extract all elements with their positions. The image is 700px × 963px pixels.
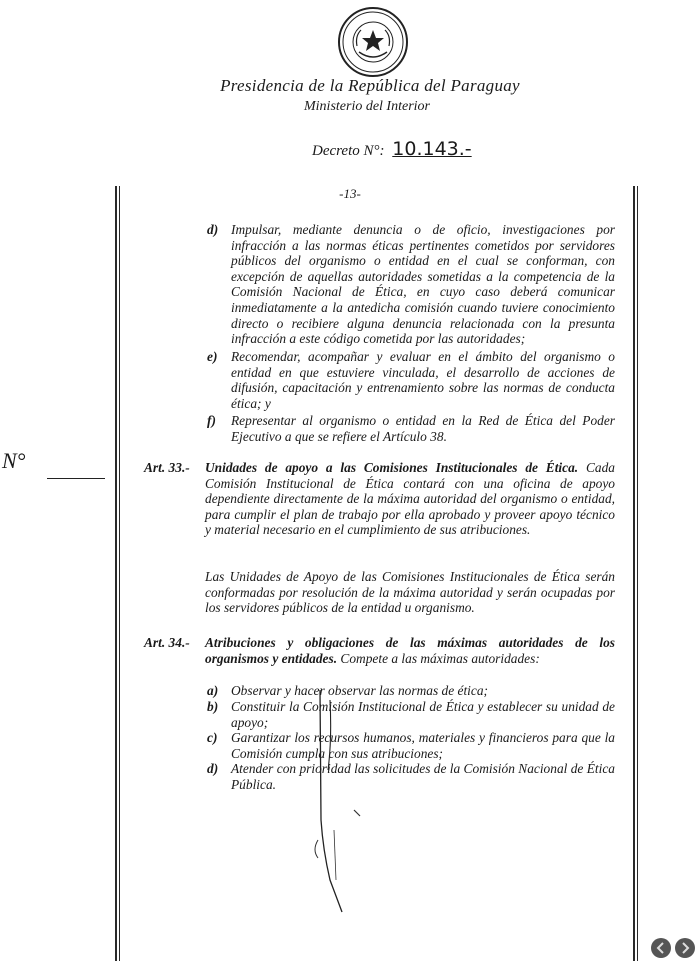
list-item [207,683,615,699]
nav-forward-icon[interactable] [675,938,695,958]
article-33-label: Art. 33.- [144,460,190,475]
margin-number-line [47,478,105,479]
decree-number: 10.143.- [392,138,472,160]
handwritten-signature [290,680,380,920]
national-seal [337,6,409,78]
article-33-body [205,460,615,538]
left-margin-line [115,186,117,961]
list-item-text: Impulsar, mediante denuncia o de oficio, investigaciones por infracción a las normas éticas pertinentes cometidos por servidores públicos del organismo o entidad en el cual se conforman, con excepción de aquellas autoridades sometidas a la competencia de la Comisión Nacional de Ética, en cuyo caso deberá comunicar inmediatamente a la antedicha comisión cuando tuviere conocimiento directo o recibiere alguna denuncia relacionada con la presunta infracción a este código cometida por las autoridades; [231,222,615,347]
page-number: -13- [339,186,361,201]
right-margin-line [633,186,635,961]
list-item-label: d) [207,761,219,776]
list-item-text: Recomendar, acompañar y evaluar en el ámbito del organismo o entidad en que estuviere vinculada, el desarrollo de acciones de difusión, capacitación y entrenamiento sobre las normas de conducta ética; y [231,349,615,411]
article-33-heading: Unidades de apoyo a las Comisiones Institucionales de Ética. [205,460,579,475]
ministry-title: Ministerio del Interior [304,99,430,114]
list-item-label: f) [207,413,216,428]
nav-back-icon[interactable] [651,938,671,958]
article-34-label: Art. 34.- [144,635,190,650]
list-item-text: Garantizar los recursos humanos, materiales y financieros para que la Comisión cumpla con sus atribuciones; [231,730,615,761]
list-item [207,730,615,761]
margin-number-mark: N° [2,448,26,473]
decree-line [312,138,472,160]
article-33-paragraph-2: Las Unidades de Apoyo de las Comisiones Institucionales de Ética serán conformadas por resolución de la máxima autoridad y serán ocupadas por los servidores públicos de la entidad u organismo. [205,569,615,616]
list-item [207,413,615,444]
decree-label: Decreto N°: [312,143,385,159]
list-item-text: Constituir la Comisión Institucional de Ética y establecer su unidad de apoyo; [231,699,615,730]
list-item-label: c) [207,730,218,745]
article-34-heading: Atribuciones y obligaciones de las máximas autoridades de los organismos y entidades. [205,635,615,666]
article-34-body [205,635,615,666]
list-item-label: b) [207,699,219,714]
presidency-title: Presidencia de la República del Paraguay [220,76,520,95]
list-item [207,222,615,347]
right-margin-line-inner [637,186,638,961]
list-item-text: Observar y hacer observar las normas de ética; [231,683,488,698]
list-item-label: e) [207,349,218,364]
list-item-label: a) [207,683,219,698]
left-margin-line-inner [119,186,120,961]
list-item-label: d) [207,222,219,237]
list-item [207,699,615,730]
article-33-text: Cada Comisión Institucional de Ética contará con una oficina de apoyo dependiente directamente de la máxima autoridad del organismo o entidad, para cumplir el plan de trabajo por ella aprobado y proveer apoyo técnico y material necesario en el cumplimiento de sus atribuciones. [205,460,615,538]
list-item-text: Atender con prioridad las solicitudes de la Comisión Nacional de Ética Pública. [231,761,615,792]
list-item-text: Representar al organismo o entidad en la Red de Ética del Poder Ejecutivo a que se refiere el Artículo 38. [231,413,615,444]
list-item [207,761,615,792]
list-item [207,349,615,411]
article-34-intro: Compete a las máximas autoridades: [340,650,540,666]
